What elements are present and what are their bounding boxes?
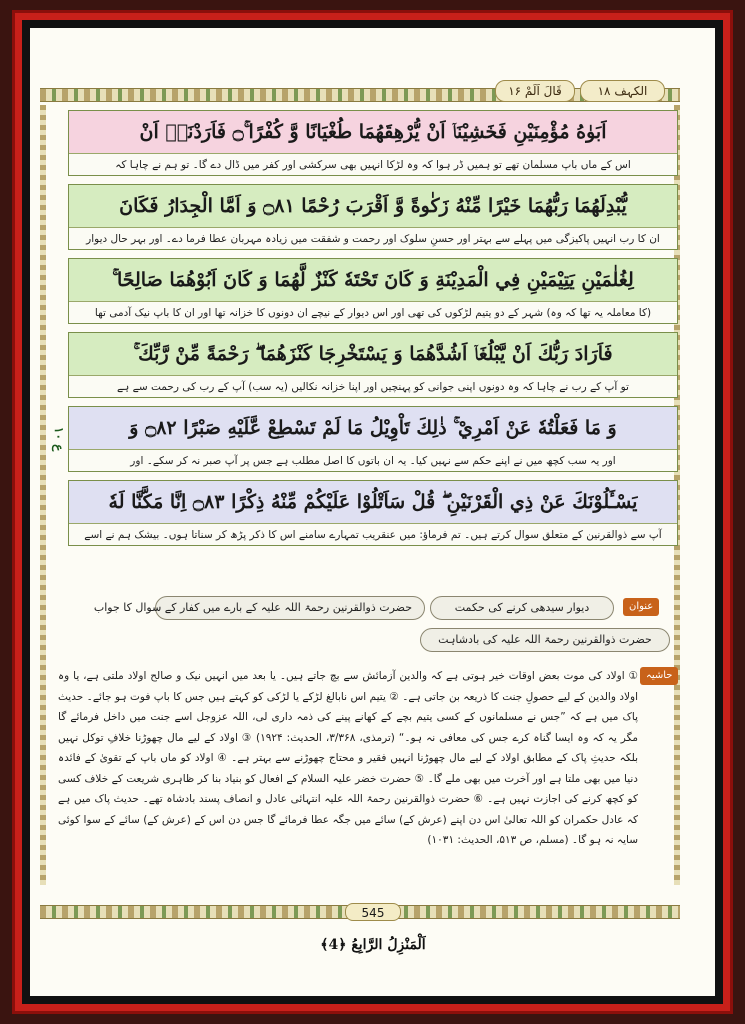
- ayah-translation: ان کا رب انہیں پاکیزگی میں پہلے سے بہتر اور حسنِ سلوک اور رحمت و شفقت میں زیادہ مہربان عطا فرما دے۔ اور بہر حال دیوار: [69, 227, 677, 249]
- tafsir-label: حاشیہ: [640, 667, 678, 685]
- surah-label: الکہف ۱۸: [580, 80, 665, 102]
- tafsir-text: [58, 666, 678, 894]
- ayah-translation: اور یہ سب کچھ میں نے اپنے حکم سے نہیں کیا۔ یہ ان باتوں کا اصل مطلب ہے جس پر آپ صبر نہ کر سکے۔ اور: [69, 449, 677, 471]
- ayah-translation: (کا معاملہ یہ تھا کہ وہ) شہر کے دو یتیم لڑکوں کی تھی اور اس دیوار کے نیچے ان دونوں کا خزانہ تھا اور ان کا باپ نیک آدمی تھا: [69, 301, 677, 323]
- ayah-arabic: فَاَرَادَ رَبُّكَ اَنْ يَّبْلُغَاۤ اَشُدَّهُمَا وَ يَسْتَخْرِجَا كَنْزَهُمَا ۖ رَحْمَةً مِّنْ رَّبِّكَ ۚ: [69, 333, 677, 375]
- topic-pill-0: دیوار سیدھی کرنے کی حکمت: [430, 596, 614, 620]
- ayah-block-3: [68, 332, 678, 398]
- ayah-block-5: [68, 480, 678, 546]
- tafsir-paragraph: ① اولاد کی موت بعض اوقات خیر ہوتی ہے کہ والدین آزمائش سے بچ جاتے ہیں۔ یا بعد میں انہیں نیک و صالح اولاد ملتی ہے، یا وہ اولاد والدین کے لیے حصولِ جنت کا ذریعہ بن جاتی ہے۔ ② یتیم اس نابالغ لڑکے یا لڑکی کو کہتے ہیں جس کا باپ فوت ہو جائے۔ حدیث پاک میں ہے کہ ”جس نے مسلمانوں کے کسی یتیم بچے کے کھانے پینے کی ذمہ داری لی، اللہ عزوجل اسے جنت میں داخل فرمائے گا مگر یہ کہ وہ ایسا گناہ کرے جس کی معافی نہ ہو۔“ (ترمذی، ۳/۳۶۸، الحدیث: ۱۹۲۴) ③ اولاد کے لیے مال چھوڑنا خلافِ توکل نہیں بلکہ حدیثِ پاک کے مطابق اولاد کے لیے مال چھوڑنا انہیں فقیر و محتاج چھوڑنے سے بہتر ہے۔ ④ اولاد کو ماں باپ کے تقویٰ کے فائدہ دنیا میں بھی ملتا ہے اور آخرت میں بھی ملے گا۔ ⑤ حضرت خضر علیہ السلام کے افعال کو بنیاد بنا کر ظاہری شریعت کے خلاف کسی کو کچھ کرنے کی اجازت نہیں ہے۔ ⑥ حضرت ذوالقرنین رحمۃ اللہ علیہ انتہائی عادل و انصاف پسند بادشاہ تھے۔ حدیث پاک میں ہے کہ عادل حکمران کو اللہ تعالیٰ اس دن اپنے (عرش کے) سائے میں جگہ عطا فرمائے گا جس دن اس کے (عرش کے) سائے کے سوا کوئی سایہ نہ ہو گا۔ (مسلم، ص ۵۱۳، الحدیث: ۱۰۳۱): [58, 670, 638, 846]
- left-ornament-band: [40, 105, 46, 885]
- manzil-label: اَلْمَنْزِلُ الرَّابِعُ ﴿4﴾: [320, 937, 426, 953]
- ayah-translation: اس کے ماں باپ مسلمان تھے تو ہمیں ڈر ہوا کہ وہ لڑکا انہیں بھی سرکشی اور کفر میں ڈال دے گا۔ تو ہم نے چاہا کہ: [69, 153, 677, 175]
- topic-pill-1: حضرت ذوالقرنین رحمۃ اللہ علیہ کے بارے میں کفار کے سوال کا جواب: [155, 596, 425, 620]
- ayah-arabic: يَسْـَٔلُوْنَكَ عَنْ ذِي الْقَرْنَيْنِ ۖ قُلْ سَاَتْلُوْا عَلَيْكُمْ مِّنْهُ ذِكْرًا ۝۸۳ اِنَّا مَكَّنَّا لَهٗ: [69, 481, 677, 523]
- ayah-translation: تو آپ کے رب نے چاہا کہ وہ دونوں اپنی جوانی کو پہنچیں اور اپنا خزانہ نکالیں (یہ سب) آپ کے رب کی رحمت سے ہے: [69, 375, 677, 397]
- para-label: قَالَ اَلَمْ ۱۶: [495, 80, 575, 102]
- ayah-translation: آپ سے ذوالقرنین کے متعلق سوال کرتے ہیں۔ تم فرماؤ: میں عنقریب تمہارے سامنے اس کا ذکر پڑھ کر سناتا ہوں۔ بیشک ہم نے اسے: [69, 523, 677, 545]
- topics-label: عنوان: [623, 598, 659, 616]
- topic-pill-2: حضرت ذوالقرنین رحمۃ اللہ علیہ کی بادشاہت: [420, 628, 670, 652]
- ayah-block-2: [68, 258, 678, 324]
- ayah-arabic: اَبَوٰهُ مُؤْمِنَيْنِ فَخَشِيْنَاۤ اَنْ يُّرْهِقَهُمَا طُغْيَانًا وَّ كُفْرًا ۚ۝ فَاَرَدْنَاۤ اَنْ: [69, 111, 677, 153]
- ayah-block-4: [68, 406, 678, 472]
- ayah-block-0: [68, 110, 678, 176]
- ayah-arabic: وَ مَا فَعَلْتُهٗ عَنْ اَمْرِيْ ۚ ذٰلِكَ تَاْوِيْلُ مَا لَمْ تَسْطِعْ عَّلَيْهِ صَبْرًا ۝۸۲ وَ: [69, 407, 677, 449]
- ayah-block-1: [68, 184, 678, 250]
- ayah-arabic: يُّبْدِلَهُمَا رَبُّهُمَا خَيْرًا مِّنْهُ زَكٰوةً وَّ اَقْرَبَ رُحْمًا ۝۸۱ وَ اَمَّا الْجِدَارُ فَكَانَ: [69, 185, 677, 227]
- ruku-marker: ع ۱۰: [52, 426, 66, 452]
- page-number: 545: [345, 903, 401, 921]
- ayah-arabic: لِغُلٰمَيْنِ يَتِيْمَيْنِ فِي الْمَدِيْنَةِ وَ كَانَ تَحْتَهٗ كَنْزٌ لَّهُمَا وَ كَانَ اَبُوْهُمَا صَالِحًا ۚ: [69, 259, 677, 301]
